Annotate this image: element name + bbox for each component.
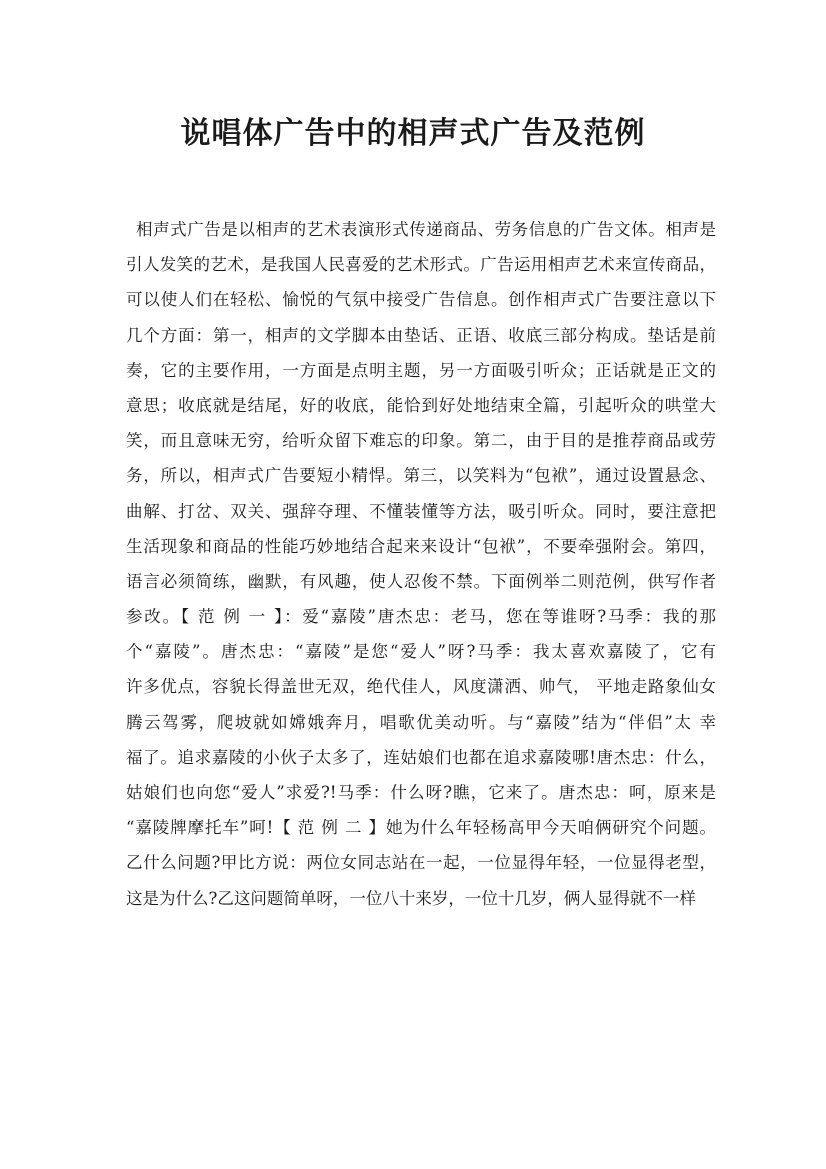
paragraph-line: 笑，而且意味无穷，给听众留下难忘的印象。第二，由于目的是推荐商品或劳 — [126, 431, 716, 451]
paragraph-line: 生活现象和商品的性能巧妙地结合起来来设计“包袱”，不要牵强附会。第四， — [126, 536, 716, 556]
paragraph-line: 参改。【 范 例 一 】：爱“嘉陵”唐杰忠：老马，您在等谁呀?马季：我的那 — [126, 607, 716, 627]
paragraph-line: 乙什么问题?甲比方说：两位女同志站在一起，一位显得年轻，一位显得老型， — [126, 853, 716, 873]
paragraph-line: 奏，它的主要作用，一方面是点明主题，另一方面吸引听众；正话就是正文的 — [126, 360, 716, 380]
paragraph-line: 福了。追求嘉陵的小伙子太多了，连姑娘们也都在追求嘉陵哪!唐杰忠：什么， — [126, 747, 716, 767]
paragraph-line: 引人发笑的艺术，是我国人民喜爱的艺术形式。广告运用相声艺术来宣传商品， — [126, 255, 716, 275]
document-title: 说唱体广告中的相声式广告及范例 — [180, 116, 646, 151]
paragraph-line: 个“嘉陵”。唐杰忠：“嘉陵”是您“爱人”呀?马季：我太喜欢嘉陵了，它有 — [126, 642, 716, 662]
paragraph-line: 相声式广告是以相声的艺术表演形式传递商品、劳务信息的广告文体。相声是 — [136, 220, 716, 239]
paragraph-line: 可以使人们在轻松、愉悦的气氛中接受广告信息。创作相声式广告要注意以下 — [126, 290, 716, 310]
paragraph-line: 意思；收底就是结尾，好的收底，能恰到好处地结束全篇，引起听众的哄堂大 — [126, 395, 716, 415]
paragraph-line: 这是为什么?乙这问题简单呀，一位八十来岁，一位十几岁，俩人显得就不一样 — [126, 888, 696, 908]
paragraph-line: “嘉陵牌摩托车”呵!【 范 例 二 】她为什么年轻杨高甲今天咱俩研究个问题。 — [126, 818, 716, 838]
document-body — [126, 212, 716, 916]
paragraph-line: 语言必须简练，幽默，有风趣，使人忍俊不禁。下面例举二则范例，供写作者 — [126, 571, 716, 591]
paragraph-line: 许多优点，容貌长得盖世无双，绝代佳人，风度潇洒、帅气， 平地走路象仙女 — [126, 677, 716, 697]
paragraph-line: 腾云驾雾，爬坡就如嫦娥奔月，唱歌优美动听。与“嘉陵”结为“伴侣”太 幸 — [126, 712, 716, 732]
paragraph-line: 曲解、打岔、双关、强辞夺理、不懂装懂等方法，吸引听众。同时，要注意把 — [126, 501, 716, 521]
paragraph-line: 几个方面：第一，相声的文学脚本由垫话、正语、收底三部分构成。垫话是前 — [126, 325, 716, 345]
paragraph-line: 务，所以，相声式广告要短小精悍。第三，以笑料为“包袱”，通过设置悬念、 — [126, 466, 716, 486]
paragraph-line: 姑娘们也向您“爱人”求爱?!马季：什么呀?瞧，它来了。唐杰忠：呵，原来是 — [126, 783, 716, 802]
